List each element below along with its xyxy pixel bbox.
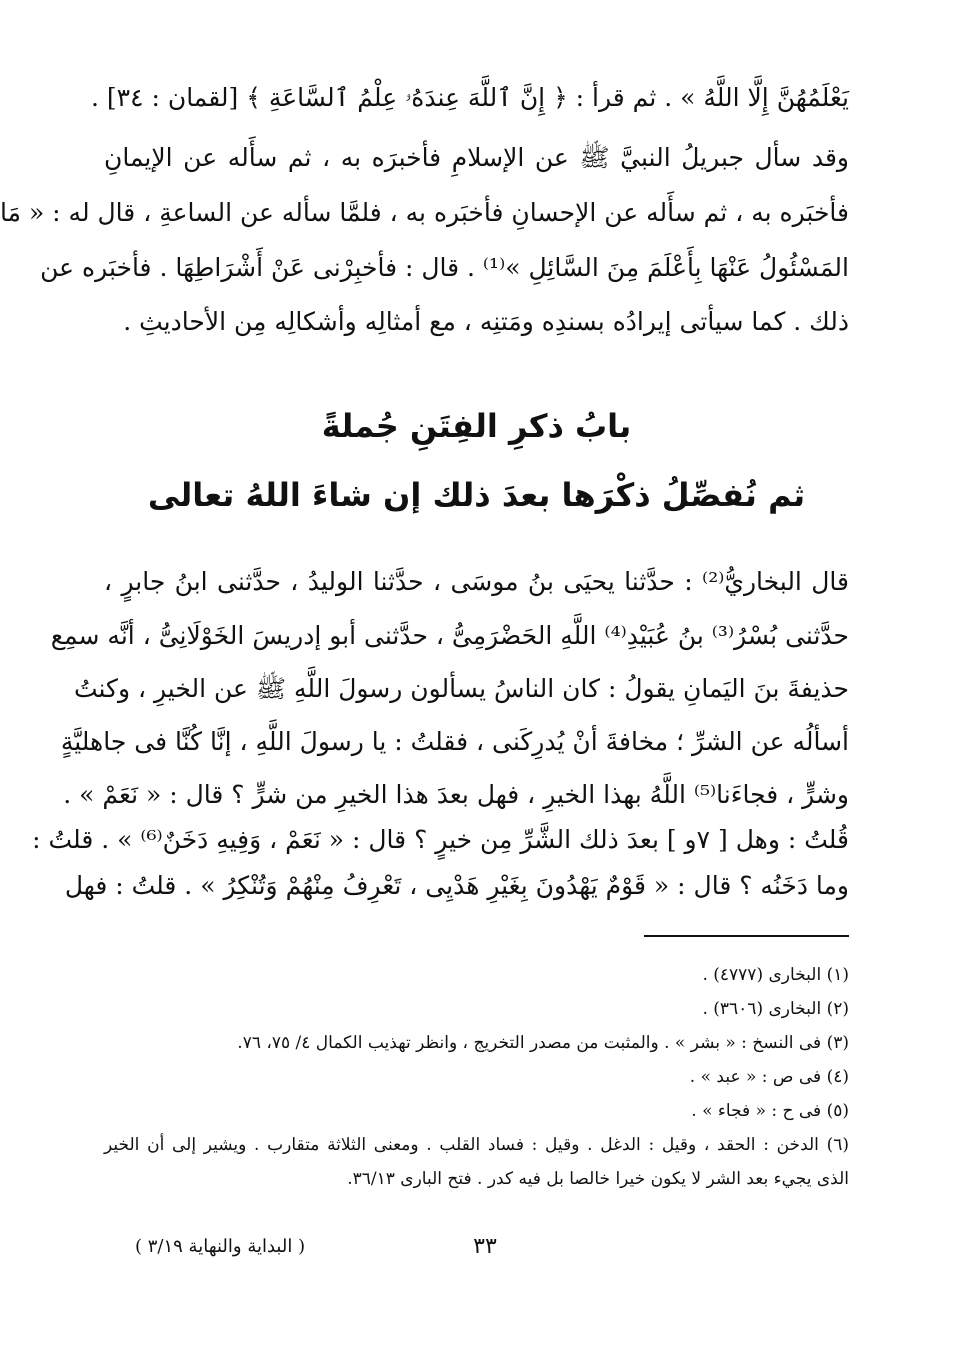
body-line: حدَّثنى بُسْرُ⁽³⁾ بنُ عُبَيْدِ⁽⁴⁾ اللَّهِ الحَضْرَمِىُّ ، حدَّثنى أبو إدريسَ الخَوْلَانِىُّ ، أنَّه سمِع [50,621,849,650]
source-reference: ( البداية والنهاية ٣/١٩ ) [135,1236,306,1257]
intro-line: فأخبَره به ، ثم سأَله عن الإحسانِ فأخبَره به ، فلمَّا سأله عن الساعةِ ، قال له : « مَا [0,198,849,227]
intro-line: وقد سأل جبريلُ النبيَّ ﷺ عن الإسلامِ فأخبرَه به ، ثم سأَله عن الإيمانِ [104,143,849,172]
chapter-subheading: ثم نُفصِّلُ ذكْرَها بعدَ ذلك إن شاءَ اللهُ تعالى [147,476,806,514]
body-line: وشرٍّ ، فجاءَنا⁽⁵⁾ اللَّهُ بهذا الخيرِ ، فهل بعدَ هذا الخيرِ من شرٍّ ؟ قال : « نَعَمْ » . [63,780,849,809]
intro-line: المَسْئُولُ عَنْهَا بِأَعْلَمَ مِنَ السَّائِلِ »⁽¹⁾ . قال : فأخبِرْنى عَنْ أَشْرَاطِهَا . فأخبَره عن [40,253,849,282]
page-number: ٣٣ [473,1234,497,1259]
footnote: (١) البخارى (٤٧٧٧) . [702,965,849,985]
footnote: (٢) البخارى (٣٦٠٦) . [702,999,849,1019]
footnote: (٦) الدخن : الحقد ، وقيل : الدغل . وقيل : فساد القلب . ومعنى الثلاثة متقارب . ويشير إلى أن الخير [104,1135,849,1155]
footnote-divider [644,935,849,937]
body-line: أسألُه عن الشرِّ ؛ مخافةَ أنْ يُدرِكَنى ، فقلتُ : يا رسولَ اللَّهِ ، إنَّا كُنَّا فى جاهليَّةٍ [60,727,849,756]
intro-line: يَعْلَمُهُنَّ إِلَّا اللَّهُ » . ثم قرأ : ﴿ إِنَّ ٱللَّهَ عِندَهُۥ عِلْمُ ٱلسَّاعَةِ ﴾ [لقمان : ٣٤] . [91,83,849,112]
body-line: وما دَخَنُه ؟ قال : « قَوْمٌ يَهْدُونَ بِغَيْرِ هَدْيِى ، تَعْرِفُ مِنْهُمْ وَتُنْكِرُ » . قلتُ : فهل [64,871,849,900]
footnote: الذى يجيء بعد الشر لا يكون خيرا خالصا بل فيه كدر . فتح البارى ٣٦/١٣. [347,1169,849,1189]
body-line: قال البخاريُّ⁽²⁾ : حدَّثنا يحيَى بنُ موسَى ، حدَّثنا الوليدُ ، حدَّثنى ابنُ جابرٍ ، [104,567,849,596]
intro-line: ذلك . كما سيأتى إيرادُه بسندِه ومَتنِه ، مع أمثالِه وأشكالِه مِن الأحاديثِ . [123,307,849,336]
chapter-heading: بابُ ذكرِ الفِتَنِ جُملةً [321,407,632,445]
body-line: قُلتُ : وهل [ ٧و ] بعدَ ذلك الشَّرِّ مِن خيرٍ ؟ قال : « نَعَمْ ، وَفِيهِ دَخَنٌ⁽⁶⁾ » . قلتُ : [32,825,849,854]
body-line: حذيفةَ بنَ اليَمانِ يقولُ : كان الناسُ يسألون رسولَ اللَّهِ ﷺ عن الخيرِ ، وكنتُ [73,674,849,703]
footnote: (٥) فى ح : « فجاء » . [691,1101,849,1121]
footnote: (٣) فى النسخ : « بشر » . والمثبت من مصدر التخريج ، وانظر تهذيب الكمال ٤/ ٧٥، ٧٦. [237,1033,849,1053]
footnote: (٤) فى ص : « عبد » . [689,1067,849,1087]
